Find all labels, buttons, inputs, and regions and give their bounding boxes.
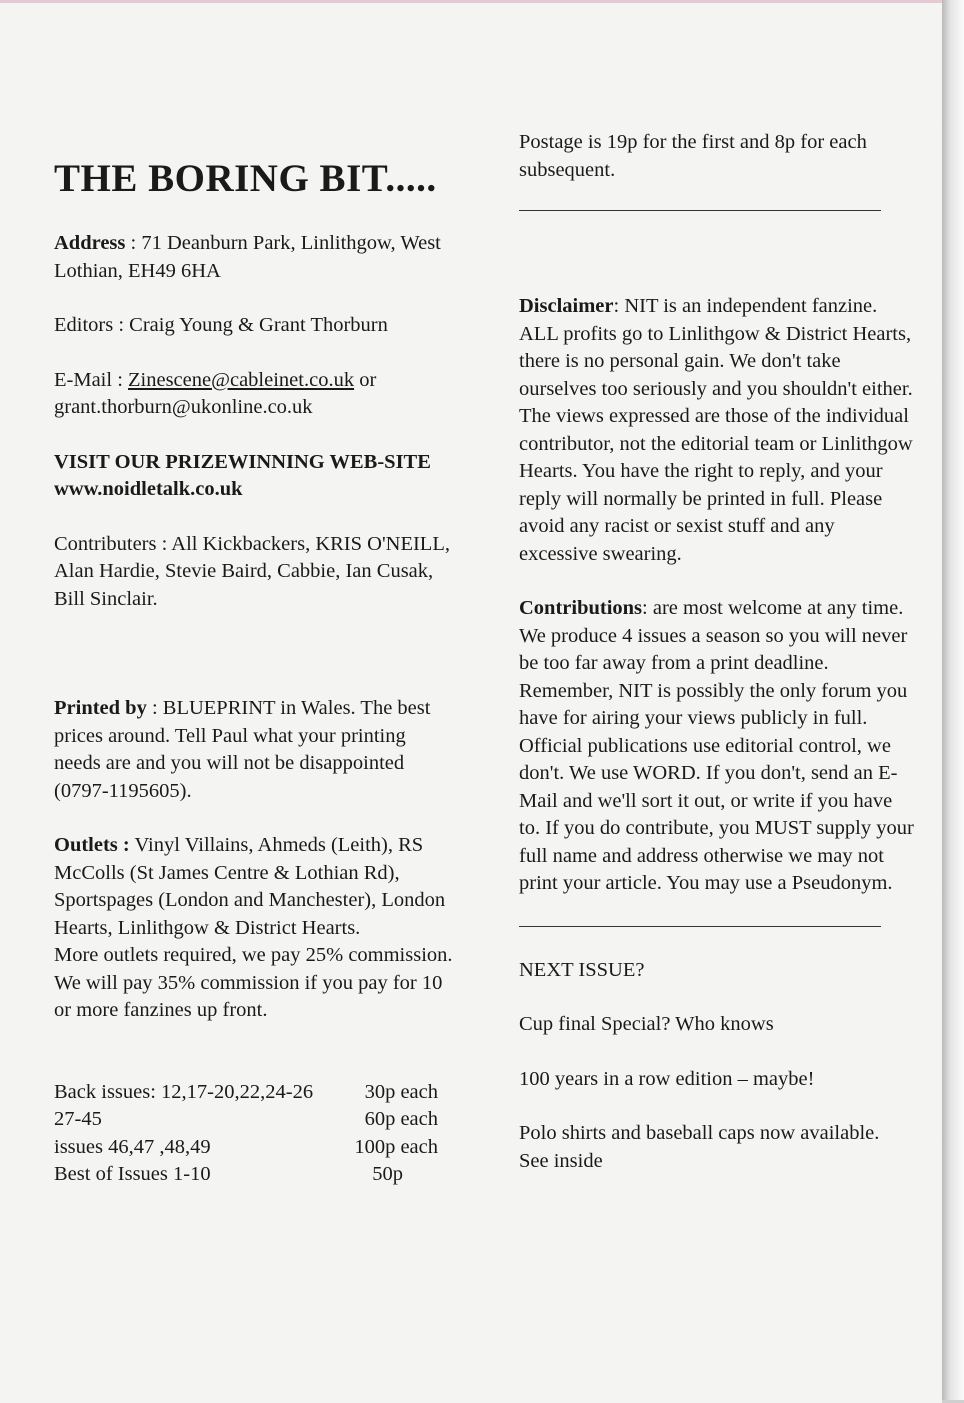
- address-text: : 71 Deanburn Park, Linlithgow, West Lothian, EH49 6HA: [54, 232, 441, 282]
- contributers-line: Contributers : All Kickbackers, KRIS O'NEILL, Alan Hardie, Stevie Baird, Cabbie, Ian Cusak, Bill Sinclair.: [54, 532, 450, 610]
- email-suffix: or grant.thorburn@ukonline.co.uk: [54, 368, 377, 418]
- address-label: Address: [54, 232, 126, 254]
- email-prefix: E-Mail :: [54, 368, 129, 391]
- contributions-block: [519, 595, 914, 898]
- page-edge: [942, 0, 964, 1400]
- table-row: [54, 1106, 438, 1134]
- outlets-label: Outlets :: [54, 834, 130, 856]
- email-block: [54, 367, 454, 422]
- divider: [519, 926, 881, 927]
- more-outlets-text: More outlets required, we pay 25% commission. We will pay 35% commission if you pay for 10 or more fanzines up front.: [54, 944, 453, 1021]
- table-row: [54, 1134, 438, 1162]
- printed-by-block: [54, 695, 454, 805]
- printed-label: Printed by: [54, 697, 147, 719]
- right-column: [519, 129, 914, 1175]
- page-title: THE BORING BIT.....: [54, 157, 437, 200]
- printed-text: : BLUEPRINT in Wales. The best prices around. Tell Paul what your printing needs are and you will not be disappointed (0797-1195605).: [54, 697, 431, 802]
- table-row: [54, 1079, 438, 1107]
- back-issue-price: 100p each: [354, 1135, 438, 1158]
- editors-line: Editors : Craig Young & Grant Thorburn: [54, 314, 388, 336]
- address-block: [54, 230, 454, 285]
- email-link[interactable]: Zinescene@cableinet.co.uk: [128, 368, 355, 391]
- divider: [519, 210, 881, 211]
- back-issue-price: 50p: [372, 1163, 403, 1185]
- back-issue-label: Best of Issues 1-10: [54, 1163, 211, 1185]
- back-issue-label: Back issues: 12,17-20,22,24-26: [54, 1080, 314, 1103]
- visit-heading: VISIT OUR PRIZEWINNING WEB-SITE: [54, 450, 431, 473]
- back-issue-price: 30p each: [364, 1080, 438, 1103]
- postage-text: Postage is 19p for the first and 8p for each subsequent.: [519, 131, 867, 181]
- back-issue-label: issues 46,47 ,48,49: [54, 1135, 211, 1158]
- back-issue-label: 27-45: [54, 1108, 102, 1130]
- disclaimer-text: : NIT is an independent fanzine. ALL profits go to Linlithgow & District Hearts, there is no personal gain. We don't take ourselves too seriously and you shouldn't either. The views expressed are those of the individual contributor, not the editorial team or Linlithgow Hearts. You have the right to reply, and your reply will normally be printed in full. Please avoid any racist or sexist stuff and any excessive swearing.: [519, 295, 913, 565]
- outlets-text: Vinyl Villains, Ahmeds (Leith), RS McColls (St James Centre & Lothian Rd), Sportspages (London and Manchester), London Hearts, Linlithgow & District Hearts.: [54, 834, 446, 939]
- hundred-years-line: 100 years in a row edition – maybe!: [519, 1067, 815, 1090]
- left-column: [54, 155, 454, 1189]
- disclaimer-label: Disclaimer: [519, 295, 614, 317]
- website-block: [54, 449, 454, 504]
- contributions-label: Contributions: [519, 597, 643, 619]
- back-issues-table: [54, 1079, 438, 1189]
- disclaimer-block: [519, 293, 914, 568]
- contributions-text: : are most welcome at any time. We produce 4 issues a season so you will never be too far away from a print deadline. Remember, NIT is possibly the only forum you have for airing your views publicly in full. Official publications use editorial control, we don't. We use WORD. If you don't, send an E-Mail and we'll sort it out, or write if you have to. If you do contribute, you MUST supply your full name and address otherwise we may not print your article. You may use a Pseudonym.: [519, 597, 914, 894]
- next-issue-heading: NEXT ISSUE?: [519, 958, 645, 981]
- back-issue-price: 60p each: [364, 1108, 438, 1130]
- cup-final-line: Cup final Special? Who knows: [519, 1013, 774, 1035]
- table-row: [54, 1161, 438, 1189]
- outlets-block: [54, 832, 454, 942]
- website-url: www.noidletalk.co.uk: [54, 478, 243, 500]
- polo-shirts-line: Polo shirts and baseball caps now available. See inside: [519, 1122, 880, 1172]
